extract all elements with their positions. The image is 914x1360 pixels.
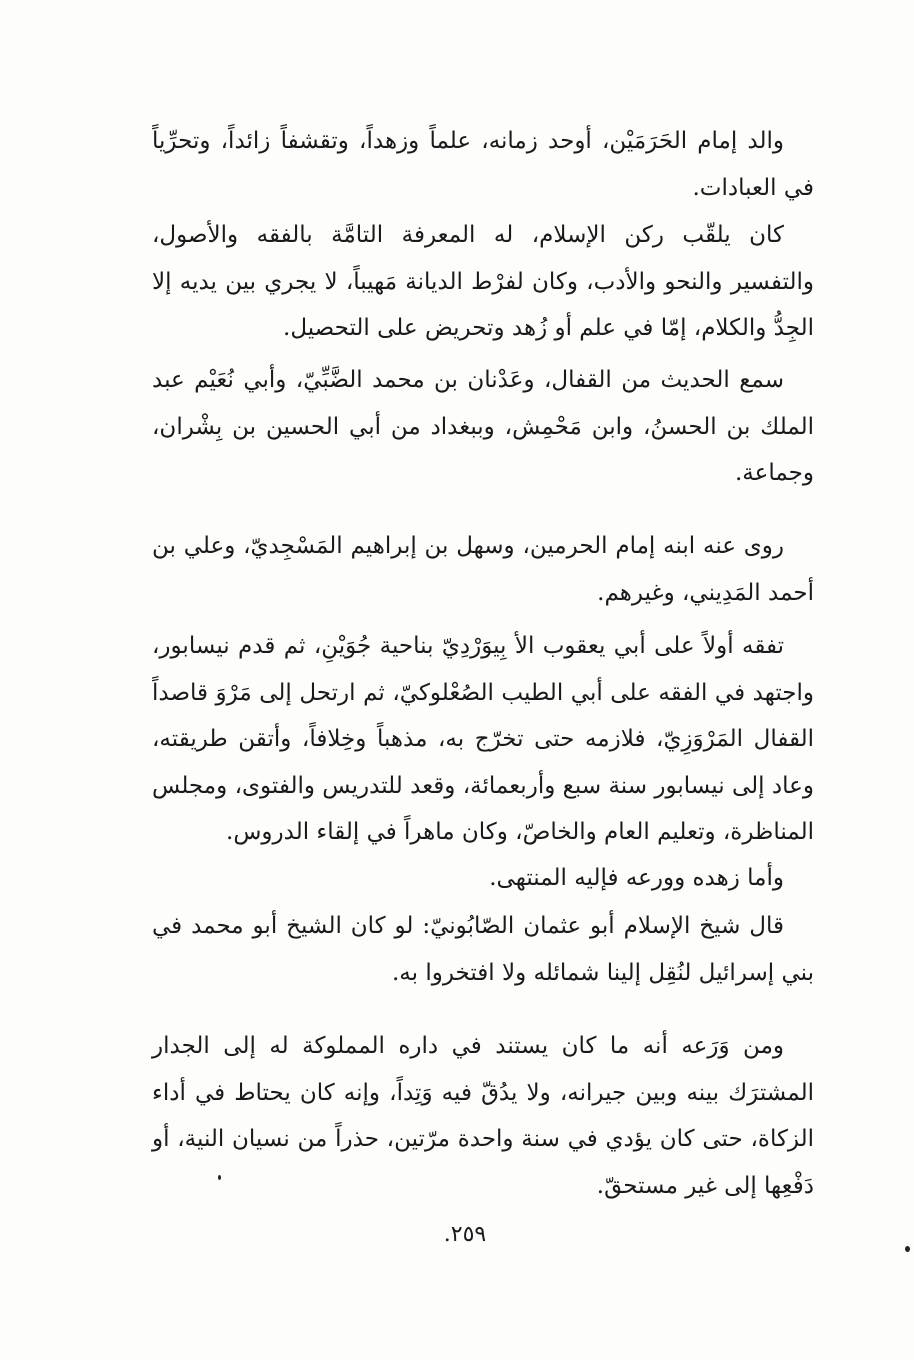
paragraph-zuhd: وأما زهده وورعه فإليه المنتهى. <box>489 865 784 891</box>
paragraph-4-block <box>152 523 814 616</box>
paragraph-7-block <box>152 903 814 996</box>
paragraph-sabuni-quote: قال شيخ الإسلام أبو عثمان الصّابُونيّ: لو كان الشيخ أبو محمد في بني إسرائيل لنُقِل إلينا شمائله ولا افتخروا به. <box>152 913 814 986</box>
paragraph-hadith-teachers: سمع الحديث من القفال، وعَدْنان بن محمد الضَّبِّيّ، وأبي نُعَيْم عبد الملك بن الحسنُ، وابن مَحْمِش، وببغداد من أبي الحسين بن بِشْران، وجماعة. <box>152 367 814 486</box>
paragraph-rukn-al-islam: كان يلقّب ركن الإسلام، له المعرفة التامَّة بالفقه والأصول، والتفسير والنحو والأدب، وكان لفرْط الديانة مَهيباً، لا يجري بين يديه إلا الجِدُّ والكلام، إمّا في علم أو زُهد وتحريض على التحصيل. <box>152 222 814 341</box>
paragraph-3-block <box>152 357 814 497</box>
scan-speck <box>218 1175 221 1180</box>
paragraph-2-block <box>152 212 814 352</box>
paragraph-father-of-imam: والد إمام الحَرَمَيْن، أوحد زمانه، علماً وزهداً، وتقشفاً زائداً، وتحرِّياً في العبادات. <box>152 128 814 201</box>
scan-speck <box>905 1246 910 1252</box>
paragraph-wara: ومن وَرَعه أنه ما كان يستند في داره المملوكة له إلى الجدار المشترَك بينه وبين جيرانه، ولا يدُقّ فيه وَتِداً، وإنه كان يحتاط في أداء الزكاة، حتى كان يؤدي في سنة واحدة مرّتين، حذراً من نسيان النية، أو دَفْعِها إلى غير مستحقّ. <box>152 1033 814 1199</box>
paragraph-6-block <box>152 855 814 902</box>
paragraph-1-block <box>152 118 814 211</box>
paragraph-fiqh-study: تفقه أولاً على أبي يعقوب الأ بِيوَرْدِيّ بناحية جُوَيْنِ، ثم قدم نيسابور، واجتهد في الفقه على أبي الطيب الصُعْلوكيّ، ثم ارتحل إلى مَرْوَ قاصداً القفال المَرْوَزِيّ، فلازمه حتى تخرّج به، مذهباً وخِلافاً، وأتقن طريقته، وعاد إلى نيسابور سنة سبع وأربعمائة، وقعد للتدريس والفتوى، ومجلس المناظرة، وتعليم العام والخاصّ، وكان ماهراً في إلقاء الدروس. <box>152 633 814 845</box>
paragraph-5-block <box>152 623 814 856</box>
paragraph-narrators: روى عنه ابنه إمام الحرمين، وسهل بن إبراهيم المَسْجِديّ، وعلي بن أحمد المَدِيني، وغيرهم. <box>152 533 814 606</box>
page-number: ٢٥٩. <box>443 1222 487 1247</box>
paragraph-8-block <box>152 1023 814 1209</box>
